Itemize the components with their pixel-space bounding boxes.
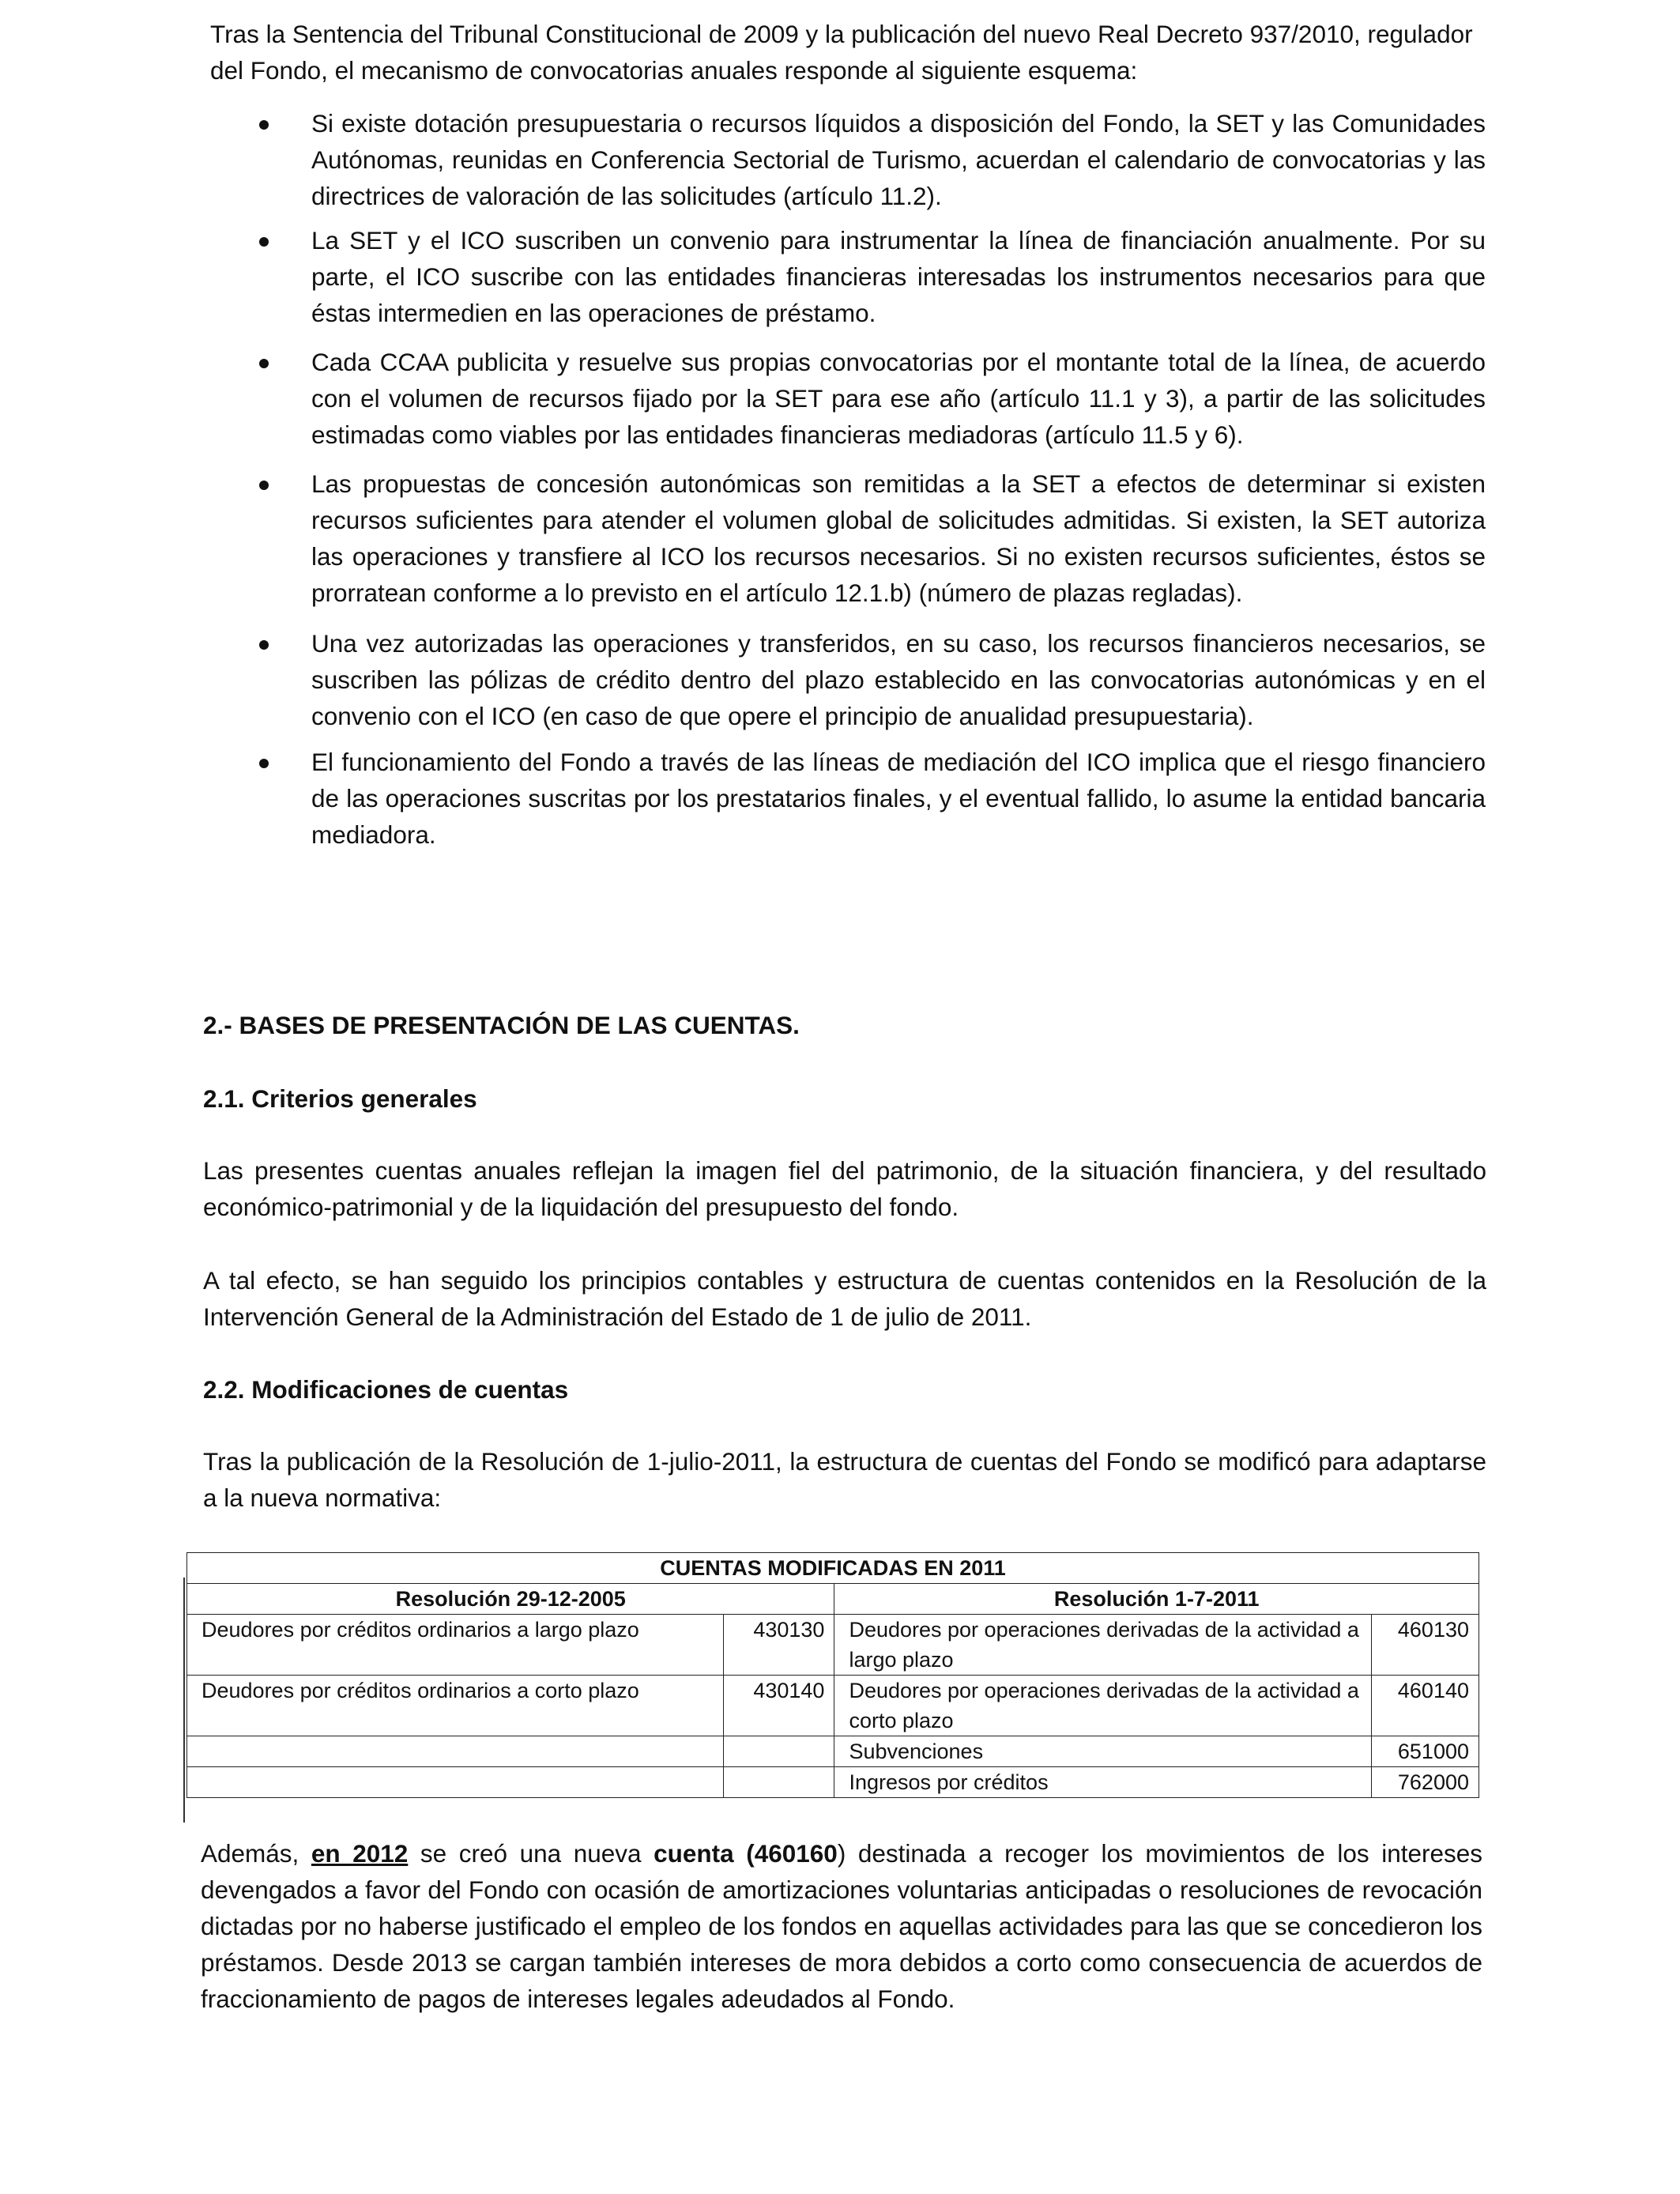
new-account-code: 460130 — [1371, 1615, 1478, 1676]
table-row — [187, 1767, 1479, 1798]
new-account-code: 762000 — [1371, 1767, 1478, 1798]
section-2-heading: 2.- BASES DE PRESENTACIÓN DE LAS CUENTAS. — [203, 1011, 800, 1039]
new-account-code: 651000 — [1371, 1736, 1478, 1767]
bullet-item — [253, 105, 1486, 214]
section-2-1-heading: 2.1. Criterios generales — [203, 1084, 477, 1113]
section-2-2-heading: 2.2. Modificaciones de cuentas — [203, 1375, 569, 1404]
bullet-text: La SET y el ICO suscriben un convenio para instrumentar la línea de financiación anualmente. Por su parte, el ICO suscribe con las entidades financieras interesadas los instrumentos necesarios para que éstas intermedien en las operaciones de préstamo. — [311, 226, 1486, 327]
bullet-icon — [259, 640, 269, 650]
bullet-item — [253, 625, 1486, 734]
section-2-1-paragraph-1: Las presentes cuentas anuales reflejan la imagen fiel del patrimonio, de la situación financiera, y del resultado económico-patrimonial y de la liquidación del presupuesto del fondo. — [203, 1156, 1486, 1221]
new-account-name: Deudores por operaciones derivadas de la actividad a corto plazo — [834, 1676, 1372, 1736]
old-account-name — [187, 1736, 724, 1767]
scheme-bullet-list — [253, 105, 1486, 853]
bullet-text: Cada CCAA publicita y resuelve sus propias convocatorias por el montante total de la línea, de acuerdo con el volumen de recursos fijado por la SET para ese año (artículo 11.1 y 3), a partir de las solicitudes estimadas como viables por las entidades financieras mediadoras (artículo 11.5 y 6). — [311, 348, 1486, 449]
bullet-icon — [259, 359, 269, 368]
old-account-code: 430140 — [724, 1676, 834, 1736]
bullet-item — [253, 744, 1486, 853]
table-title: CUENTAS MODIFICADAS EN 2011 — [187, 1553, 1479, 1584]
old-account-name: Deudores por créditos ordinarios a corto plazo — [187, 1676, 724, 1736]
bullet-icon — [259, 237, 269, 247]
bullet-item — [253, 466, 1486, 611]
section-2-1-paragraph-2: A tal efecto, se han seguido los principios contables y estructura de cuentas contenidos en la Resolución de la Intervención General de la Administración del Estado de 1 de julio de 2011. — [203, 1266, 1486, 1331]
bullet-text: Si existe dotación presupuestaria o recursos líquidos a disposición del Fondo, la SET y las Comunidades Autónomas, reunidas en Conferencia Sectorial de Turismo, acuerdan el calendario de convocatorias y las directrices de valoración de las solicitudes (artículo 11.2). — [311, 109, 1486, 210]
bullet-icon — [259, 481, 269, 490]
left-column-header: Resolución 29-12-2005 — [187, 1584, 834, 1615]
old-account-name: Deudores por créditos ordinarios a largo plazo — [187, 1615, 724, 1676]
margin-bar — [183, 1578, 185, 1823]
old-account-name — [187, 1767, 724, 1798]
table-title-row — [187, 1553, 1479, 1584]
old-account-code — [724, 1767, 834, 1798]
bullet-text: Una vez autorizadas las operaciones y transferidos, en su caso, los recursos financieros necesarios, se suscriben las pólizas de crédito dentro del plazo establecido en las convocatorias autonómicas y en el convenio con el ICO (en caso de que opere el principio de anualidad presupuestaria). — [311, 629, 1486, 730]
final-text-part-1: Además, — [201, 1839, 311, 1868]
final-paragraph — [201, 1835, 1482, 2017]
bullet-text: El funcionamiento del Fondo a través de las líneas de mediación del ICO implica que el riesgo financiero de las operaciones suscritas por los prestatarios finales, y el eventual fallido, lo asume la entidad bancaria mediadora. — [311, 748, 1486, 849]
old-account-code: 430130 — [724, 1615, 834, 1676]
new-account-emphasis: cuenta (460160 — [654, 1839, 838, 1868]
new-account-name: Ingresos por créditos — [834, 1767, 1372, 1798]
new-account-name: Deudores por operaciones derivadas de la actividad a largo plazo — [834, 1615, 1372, 1676]
final-text-part-3: ) destinada a recoger los movimientos de los intereses devengados a favor del Fondo con ocasión de amortizaciones voluntarias anticipadas o resoluciones de revocación dictadas por no haberse justificado el empleo de los fondos en aquellas actividades para las que se concedieron los préstamos. Desde 2013 se cargan también intereses de mora debidos a corto como consecuencia de acuerdos de fraccionamiento de pagos de intereses legales adeudados al Fondo. — [201, 1839, 1483, 2013]
old-account-code — [724, 1736, 834, 1767]
right-column-header: Resolución 1-7-2011 — [834, 1584, 1479, 1615]
bullet-icon — [259, 120, 269, 130]
new-account-code: 460140 — [1371, 1676, 1478, 1736]
section-2-2-paragraph: Tras la publicación de la Resolución de 1-julio-2011, la estructura de cuentas del Fondo se modificó para adaptarse a la nueva normativa: — [203, 1447, 1486, 1512]
bullet-item — [253, 222, 1486, 331]
bullet-icon — [259, 759, 269, 768]
table-row — [187, 1676, 1479, 1736]
final-text-part-2: se creó una nueva — [408, 1839, 654, 1868]
new-account-name: Subvenciones — [834, 1736, 1372, 1767]
year-2012-emphasis: en 2012 — [311, 1839, 409, 1868]
table-row — [187, 1736, 1479, 1767]
intro-paragraph: Tras la Sentencia del Tribunal Constitucional de 2009 y la publicación del nuevo Real Decreto 937/2010, regulador del Fondo, el mecanismo de convocatorias anuales responde al siguiente esquema: — [210, 20, 1473, 85]
bullet-text: Las propuestas de concesión autonómicas son remitidas a la SET a efectos de determinar si existen recursos suficientes para atender el volumen global de solicitudes admitidas. Si existen, la SET autoriza las operaciones y transfiere al ICO los recursos necesarios. Si no existen recursos suficientes, éstos se prorratean conforme a lo previsto en el artículo 12.1.b) (número de plazas regladas). — [311, 469, 1486, 607]
bullet-item — [253, 344, 1486, 453]
table-header-row — [187, 1584, 1479, 1615]
table-row — [187, 1615, 1479, 1676]
modified-accounts-table — [186, 1552, 1479, 1798]
